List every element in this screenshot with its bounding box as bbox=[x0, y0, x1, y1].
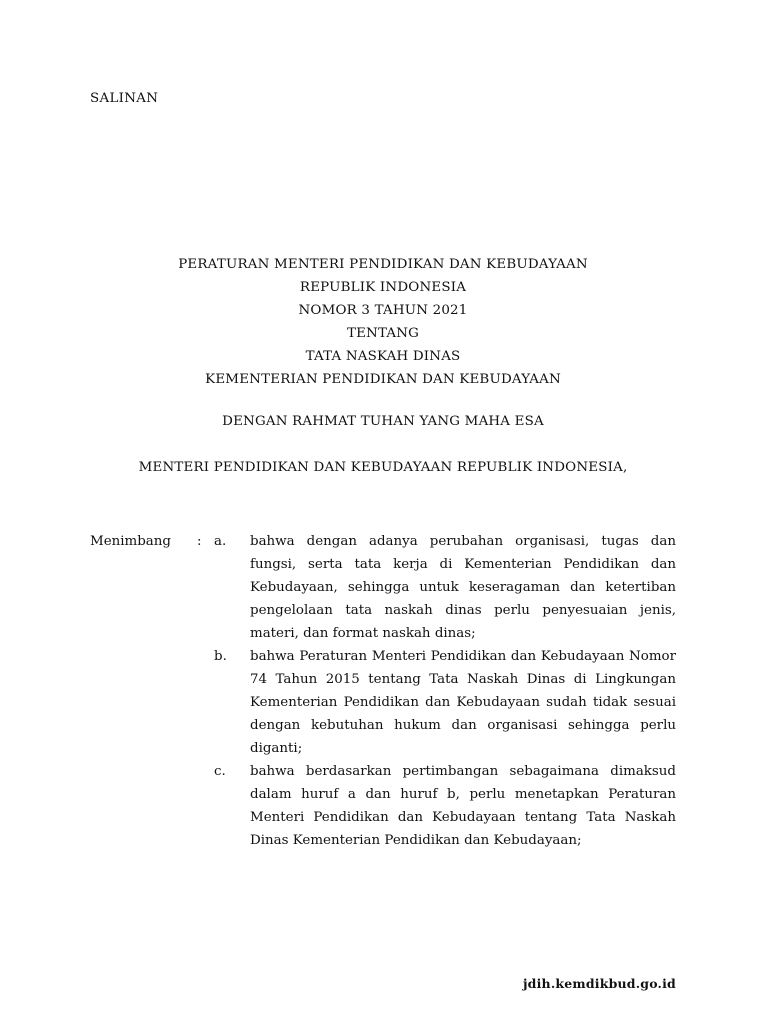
considering-colon: : bbox=[197, 534, 202, 549]
title-line: PERATURAN MENTERI PENDIDIKAN DAN KEBUDAYAAN bbox=[178, 257, 588, 272]
copy-label: SALINAN bbox=[90, 91, 159, 106]
item-letter: b. bbox=[214, 649, 227, 664]
issuer: MENTERI PENDIDIKAN DAN KEBUDAYAAN REPUBLIK INDONESIA, bbox=[138, 460, 628, 475]
item-letter: c. bbox=[214, 764, 226, 779]
item-letter: a. bbox=[214, 534, 227, 549]
footer-site: jdih.kemdikbud.go.id bbox=[522, 976, 676, 991]
regulation-title bbox=[90, 253, 676, 391]
title-line: TENTANG bbox=[346, 326, 420, 341]
item-text: bahwa dengan adanya perubahan organisasi, tugas dan fungsi, serta tata kerja di Kementerian Pendidikan dan Kebudayaan, sehingga untuk keseragaman dan ketertiban pengelolaan tata naskah dinas perlu penyesuaian jenis, materi, dan format naskah dinas; bbox=[250, 534, 676, 641]
title-line: NOMOR 3 TAHUN 2021 bbox=[298, 303, 468, 318]
considering-item-a bbox=[214, 530, 676, 645]
invocation: DENGAN RAHMAT TUHAN YANG MAHA ESA bbox=[222, 414, 544, 429]
item-text: bahwa berdasarkan pertimbangan sebagaimana dimaksud dalam huruf a dan huruf b, perlu menetapkan Peraturan Menteri Pendidikan dan Kebudayaan tentang Tata Naskah Dinas Kementerian Pendidikan dan Kebudayaan; bbox=[250, 764, 676, 848]
considering-label: Menimbang bbox=[90, 534, 171, 549]
item-text: bahwa Peraturan Menteri Pendidikan dan Kebudayaan Nomor 74 Tahun 2015 tentang Tata Naskah Dinas di Lingkungan Kementerian Pendidikan dan Kebudayaan sudah tidak sesuai dengan kebutuhan hukum dan organisasi sehingga perlu diganti; bbox=[250, 649, 676, 756]
title-line: KEMENTERIAN PENDIDIKAN DAN KEBUDAYAAN bbox=[205, 372, 561, 387]
considering-item-b bbox=[214, 645, 676, 760]
title-line: TATA NASKAH DINAS bbox=[305, 349, 461, 364]
considering-items bbox=[214, 530, 676, 852]
title-line: REPUBLIK INDONESIA bbox=[299, 280, 467, 295]
considering-item-c bbox=[214, 760, 676, 852]
